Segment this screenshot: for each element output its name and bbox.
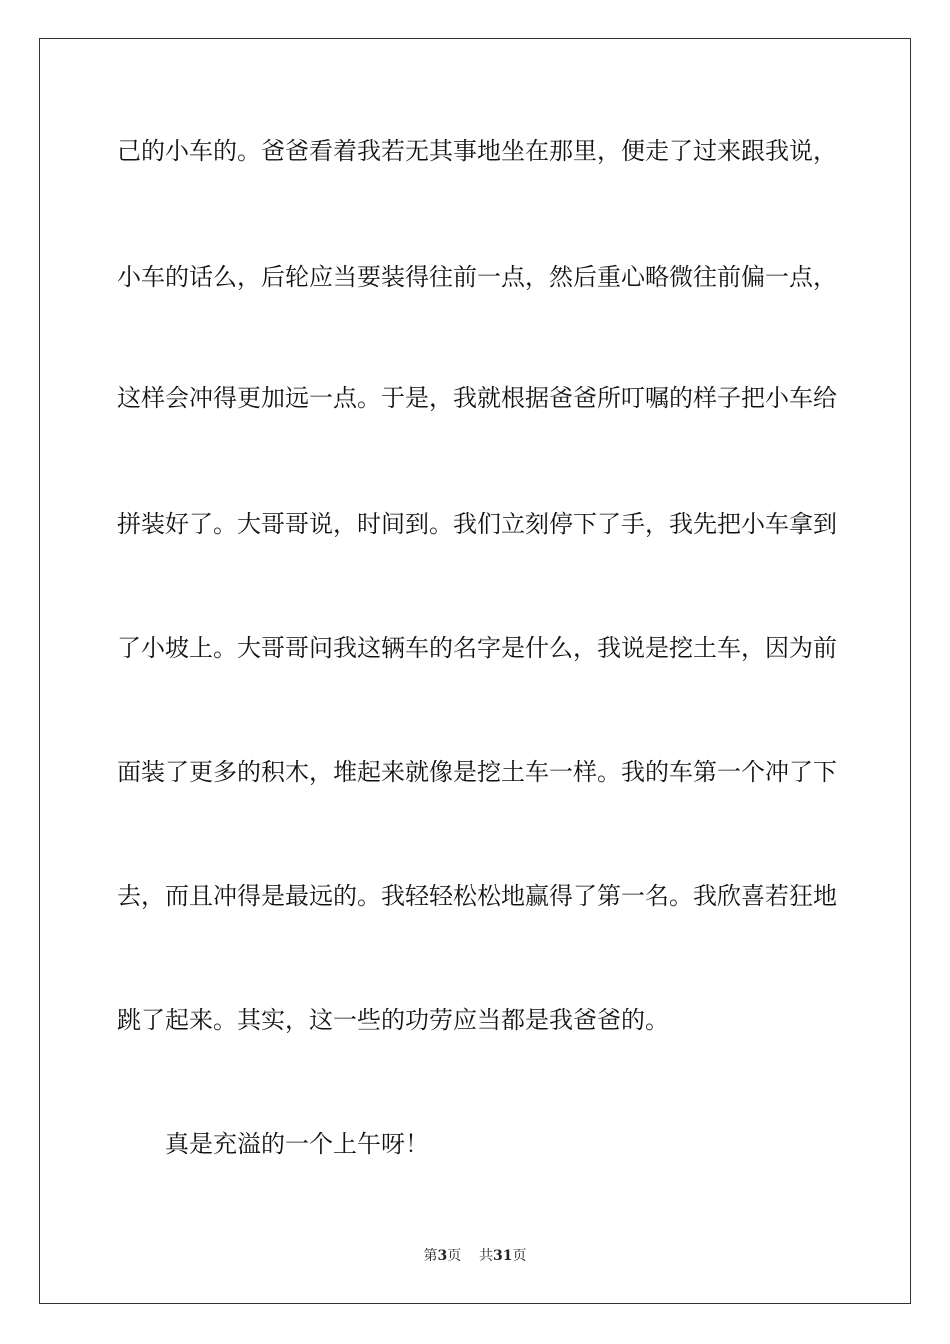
body-text-line-8: 跳了起来。其实，这一些的功劳应当都是我爸爸的。 (117, 1006, 669, 1034)
footer-page-number: 3 (437, 1248, 448, 1264)
body-text-line-5: 了小坡上。大哥哥问我这辆车的名字是什么，我说是挖土车，因为前 (117, 634, 837, 662)
page-footer (0, 1247, 950, 1265)
footer-total-prefix: 共 (479, 1248, 494, 1264)
body-text-line-6: 面装了更多的积木，堆起来就像是挖土车一样。我的车第一个冲了下 (117, 758, 837, 786)
body-text-line-7: 去，而且冲得是最远的。我轻轻松松地赢得了第一名。我欣喜若狂地 (117, 882, 837, 910)
body-text-line-1: 己的小车的。爸爸看着我若无其事地坐在那里，便走了过来跟我说， (117, 137, 837, 165)
closing-paragraph: 真是充溢的一个上午呀！ (165, 1130, 429, 1158)
body-text-line-3: 这样会冲得更加远一点。于是，我就根据爸爸所叮嘱的样子把小车给 (117, 384, 837, 412)
footer-total-number: 31 (493, 1248, 513, 1264)
page-border (39, 38, 911, 1304)
body-text-line-4: 拼装好了。大哥哥说，时间到。我们立刻停下了手，我先把小车拿到 (117, 510, 837, 538)
footer-page-suffix: 页 (447, 1248, 462, 1264)
footer-total-suffix: 页 (512, 1248, 527, 1264)
footer-page-prefix: 第 (423, 1248, 438, 1264)
body-text-line-2: 小车的话么，后轮应当要装得往前一点，然后重心略微往前偏一点， (117, 263, 837, 291)
